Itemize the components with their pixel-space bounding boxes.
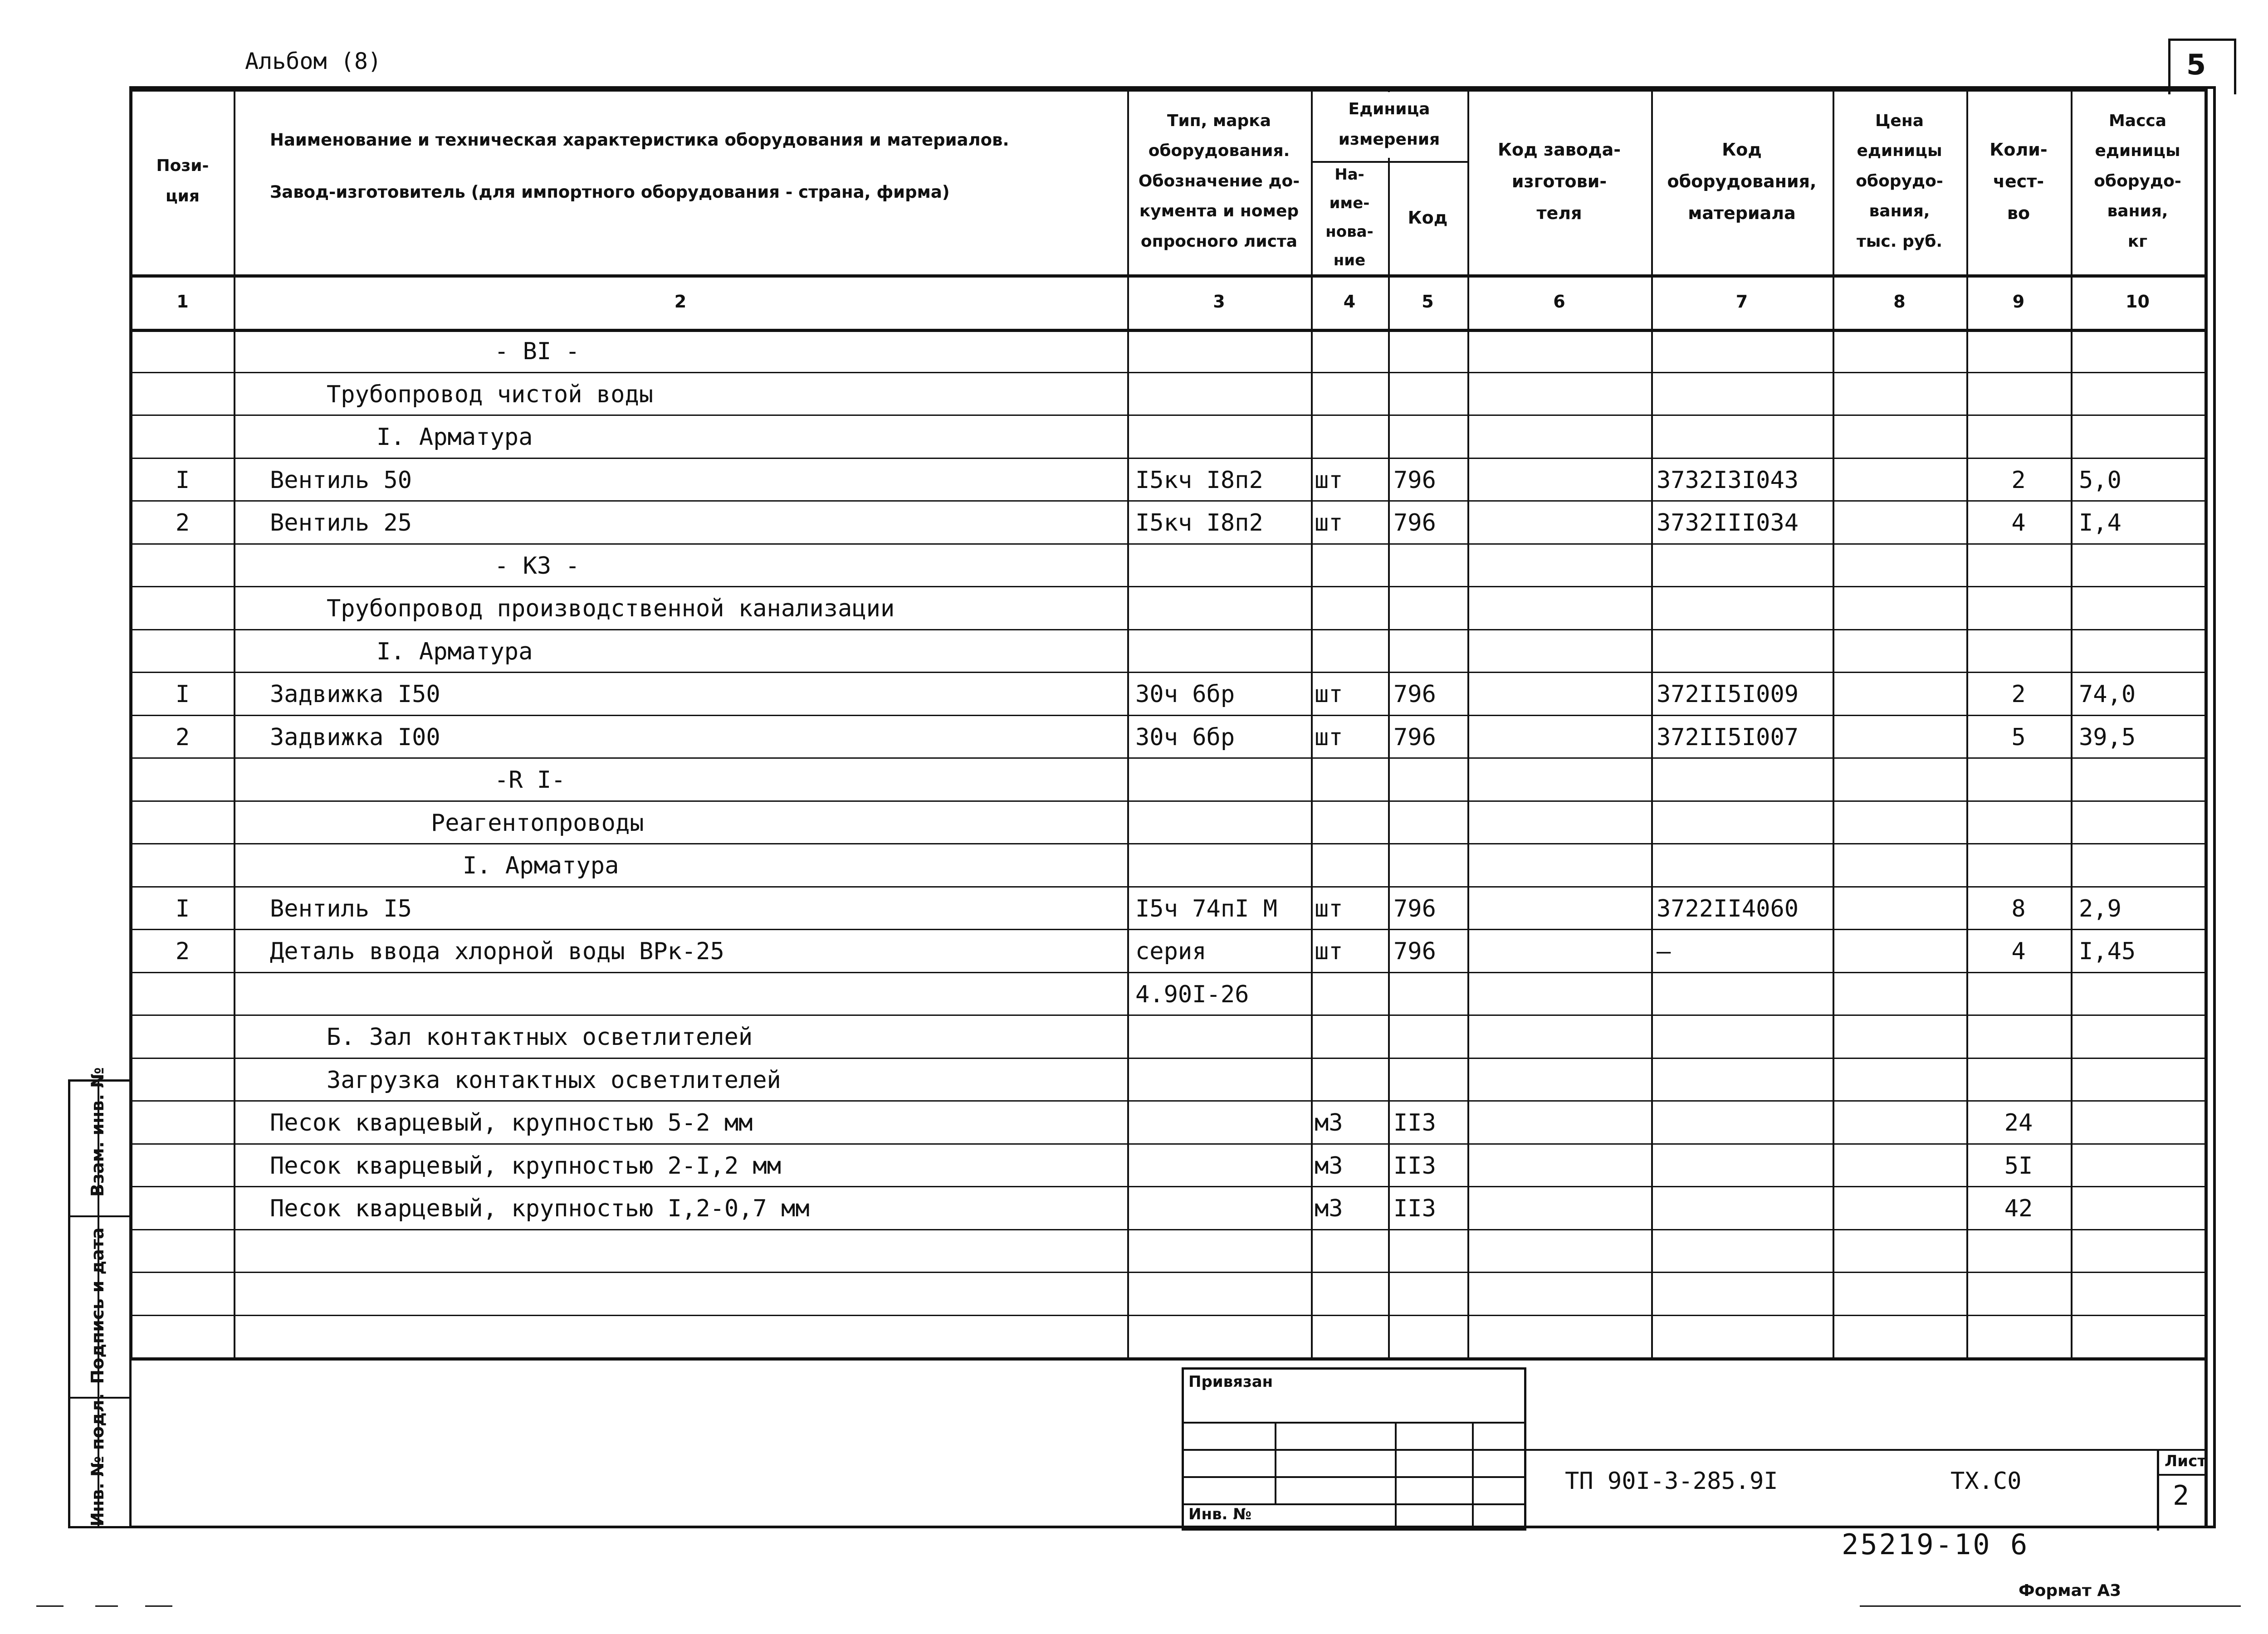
row-unit-code: 796 [1393,681,1436,708]
privyazan-label: Привязан [1188,1373,1273,1391]
row-line [132,1315,2207,1316]
row-unit: шт [1315,938,1343,965]
column-number: 5 [1422,291,1434,312]
row-line [132,672,2207,673]
column-number: 10 [2126,291,2150,312]
tb-v1 [1275,1422,1276,1503]
row-position: I [175,681,190,708]
row-equipment-code: 372II5I009 [1657,681,1799,708]
row-type: I5кч I8п2 [1135,466,1263,494]
row-position: 2 [175,938,190,965]
header-position: Пози- ция [156,156,209,205]
column-number-line [132,329,2207,332]
row-line [132,458,2207,459]
tb-v3 [1472,1422,1474,1531]
row-unit-code: 796 [1393,895,1436,922]
sheet-label: Лист [2165,1452,2206,1470]
row-name: Песок кварцевый, крупностью I,2-0,7 мм [270,1195,810,1222]
row-line [132,629,2207,630]
row-quantity: 5I [2004,1152,2033,1180]
header-equipment-code: Код оборудования, материала [1667,139,1817,224]
tb-h1 [1182,1422,1526,1424]
row-name: - К3 - [494,552,580,580]
row-name: I. Арматура [376,424,533,451]
row-unit: шт [1315,723,1343,751]
margin-dash-1 [36,1605,64,1607]
row-name: Трубопровод чистой воды [327,380,654,408]
row-line [132,972,2207,973]
row-line [132,372,2207,373]
row-unit-code: II3 [1393,1109,1436,1136]
row-name: Песок кварцевый, крупностью 5-2 мм [270,1109,753,1136]
side-label-vzam: Взам. инв. № [88,1067,108,1197]
row-unit: шт [1315,895,1343,922]
column-number: 7 [1735,291,1748,312]
column-number: 8 [1893,291,1906,312]
row-name: Вентиль 25 [270,509,412,537]
row-unit: шт [1315,681,1343,708]
sheet-number: 2 [2173,1480,2190,1512]
column-number: 4 [1343,291,1356,312]
format-label: Формат А3 [2019,1581,2121,1600]
row-equipment-code: 3732I3I043 [1657,466,1799,494]
row-quantity: 5 [2011,723,2026,751]
row-quantity: 2 [2011,681,2026,708]
row-position: I [175,466,190,494]
row-quantity: 4 [2011,938,2026,965]
row-name: -R I- [494,766,566,794]
header-type: Тип, марка оборудования. Обозначение до- кумента и номер опросного листа [1138,111,1300,251]
row-type: I5кч I8п2 [1135,509,1263,537]
row-line [132,1186,2207,1187]
row-type: 30ч 6бр [1135,723,1235,751]
row-name: I. Арматура [463,852,619,879]
header-unit: Единица измерения [1338,100,1440,149]
row-unit-code: II3 [1393,1195,1436,1222]
row-name: Вентиль I5 [270,895,412,922]
column-number: 9 [2012,291,2025,312]
row-position: I [175,895,190,922]
row-name: Задвижка I00 [270,723,440,751]
sheet-box-divider [2157,1474,2207,1476]
side-label-podpis: Подпись и дата [88,1227,108,1384]
row-name: Загрузка контактных осветлителей [327,1066,781,1094]
row-name: Песок кварцевый, крупностью 2-I,2 мм [270,1152,782,1180]
row-line [132,1229,2207,1230]
row-quantity: 24 [2004,1109,2033,1136]
row-type: 30ч 6бр [1135,681,1235,708]
row-unit-code: II3 [1393,1152,1436,1180]
row-position: 2 [175,509,190,537]
row-line [132,929,2207,930]
column-number: 3 [1213,291,1225,312]
header-unit-code: Код [1408,207,1448,228]
tb-h3 [1182,1476,1526,1478]
header-name-line1: Наименование и техническая характеристика оборудования и материалов. [270,130,1009,150]
doc-code: ТП 90I-3-285.9I [1565,1468,1778,1495]
row-unit: м3 [1315,1109,1343,1136]
row-mass: I,4 [2079,509,2121,537]
bottom-number: 25219-10 6 [1842,1528,2029,1561]
row-line [132,1143,2207,1145]
column-number: 2 [674,291,687,312]
table-bottom-line [132,1357,2207,1361]
header-mass: Масса единицы оборудо- вания, кг [2094,111,2181,251]
row-mass: 39,5 [2079,723,2136,751]
row-line [132,1272,2207,1273]
row-name: I. Арматура [376,638,533,665]
row-quantity: 2 [2011,466,2026,494]
row-equipment-code: 372II5I007 [1657,723,1799,751]
inv-no-label: Инв. № [1188,1505,1252,1523]
row-mass: I,45 [2079,938,2136,965]
row-mass: 2,9 [2079,895,2121,922]
header-plant-code: Код завода- изготови- теля [1497,139,1621,224]
row-quantity: 42 [2004,1195,2033,1222]
row-line [132,1015,2207,1016]
side-label-inv: Инв. № подл. [88,1393,108,1527]
row-unit-code: 796 [1393,509,1436,537]
row-mass: 74,0 [2079,681,2136,708]
row-line [132,757,2207,759]
header-name-line2: Завод-изготовитель (для импортного оборудования - страна, фирма) [270,182,950,202]
row-unit: шт [1315,466,1343,494]
row-line [132,715,2207,716]
column-number: 1 [176,291,189,312]
side-stamp-line-1 [68,1215,132,1217]
row-quantity: 4 [2011,509,2026,537]
row-name: Реагентопроводы [431,809,644,837]
row-quantity: 8 [2011,895,2026,922]
header-unit-name: На- име- нова- ние [1325,166,1374,269]
row-line [132,543,2207,545]
row-name: Трубопровод производственной канализации [327,595,895,622]
doc-mark: ТХ.С0 [1950,1468,2022,1495]
row-line [132,886,2207,888]
title-line [1526,1449,2207,1451]
header-quantity: Коли- чест- во [1989,139,2048,224]
row-type: 4.90I-26 [1135,980,1249,1008]
row-name: Деталь ввода хлорной воды ВРк-25 [270,938,724,965]
tb-v2 [1395,1422,1397,1531]
bottom-rule [1860,1605,2241,1607]
row-unit: м3 [1315,1152,1343,1180]
row-line [132,586,2207,587]
row-unit-code: 796 [1393,723,1436,751]
row-name: Задвижка I50 [270,681,440,708]
row-unit: м3 [1315,1195,1343,1222]
row-line [132,1100,2207,1102]
row-line [132,415,2207,416]
row-type: I5ч 74пI М [1135,895,1278,922]
column-line [2204,88,2208,1357]
row-line [132,843,2207,844]
row-equipment-code: 3732III034 [1657,509,1799,537]
row-line [132,500,2207,502]
row-name: Вентиль 50 [270,466,412,494]
header-price: Цена единицы оборудо- вания, тыс. руб. [1856,111,1943,251]
row-unit-code: 796 [1393,466,1436,494]
row-equipment-code: – [1657,938,1671,965]
row-unit: шт [1315,509,1343,537]
margin-dash-3 [145,1605,172,1607]
row-name: - BI - [494,338,580,365]
row-unit-code: 796 [1393,938,1436,965]
row-mass: 5,0 [2079,466,2121,494]
album-label: Альбом (8) [245,48,382,74]
row-position: 2 [175,723,190,751]
margin-dash-2 [95,1605,118,1607]
row-line [132,1058,2207,1059]
row-equipment-code: 3722II4060 [1657,895,1799,922]
row-line [132,800,2207,802]
row-type: серия [1135,938,1207,965]
column-number: 6 [1553,291,1565,312]
tb-h2 [1182,1449,1526,1451]
row-name: Б. Зал контактных осветлителей [327,1024,753,1051]
page-number: 5 [2186,48,2206,81]
